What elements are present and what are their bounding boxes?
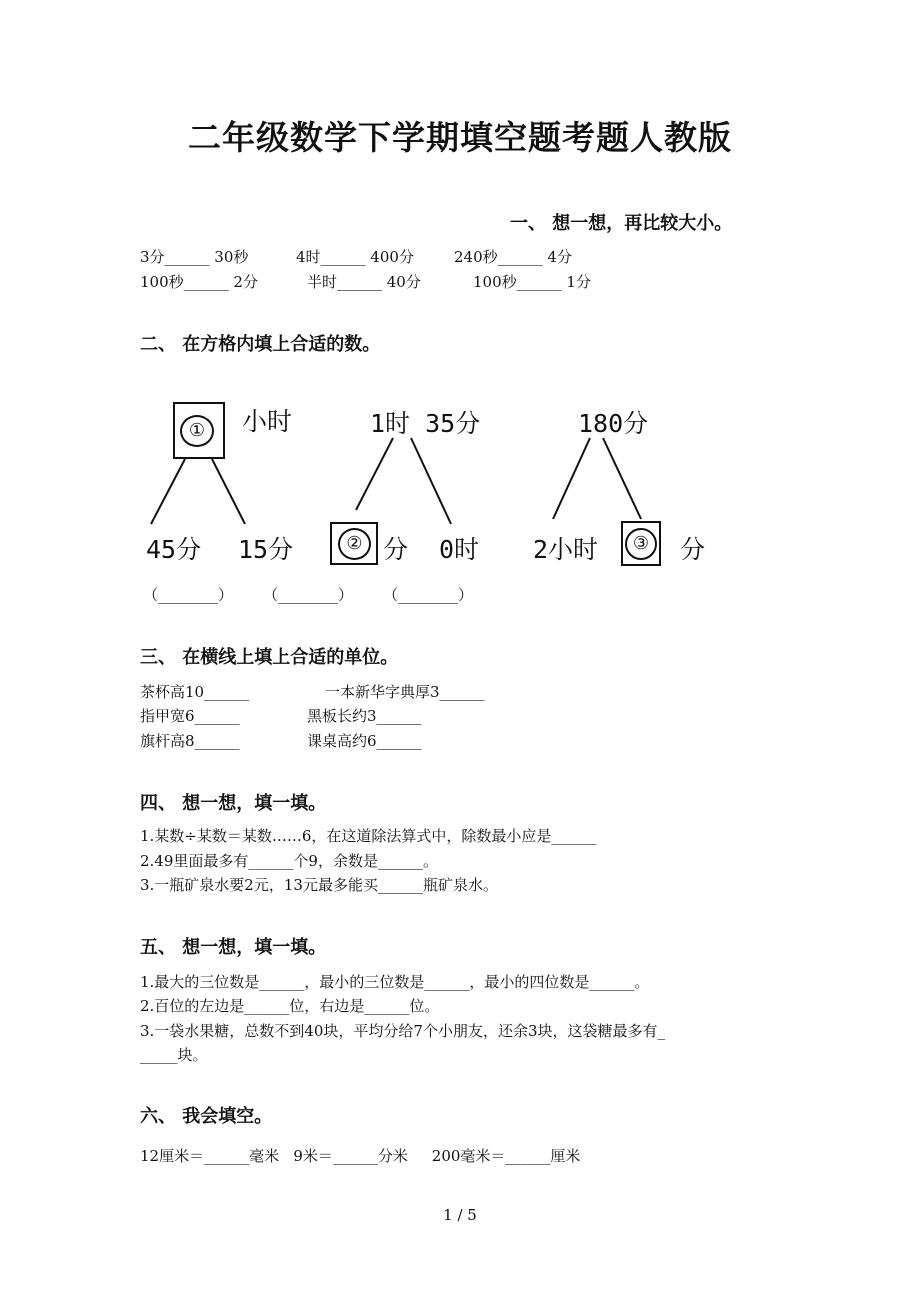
s5-question-1: 1.最大的三位数是______，最小的三位数是______，最小的四位数是______。 [140,973,650,991]
circled-number-2: ② [338,528,371,560]
s6-line: 12厘米＝______毫米 9米＝______分米 200毫米＝______厘米 [140,1147,581,1165]
s1-row1-item1: 3分______ 30秒 [140,248,249,266]
branch-line [411,438,451,524]
s5-question-3: 3.一袋水果糖，总数不到40块，平均分给7个小朋友，还余3块，这袋糖最多有_ [140,1022,665,1040]
tree2-top-label: 1时 35分 [370,409,481,438]
s1-row2-item3: 100秒______ 1分 [473,273,591,291]
s5-question-3-cont: _____块。 [140,1046,208,1064]
tree3-left-label: 2小时 [533,535,599,564]
tree2-box-unit: 分 [383,535,409,564]
circled-number-3: ③ [625,528,657,560]
s4-question-1: 1.某数÷某数＝某数……6，在这道除法算式中，除数最小应是______ [140,827,597,845]
answer-blank-3[interactable]: （________） [383,586,474,604]
s3-item: 茶杯高10______ [140,683,250,701]
branch-line [553,438,590,519]
page-title: 二年级数学下学期填空题考题人教版 [188,118,732,157]
section-5-heading: 五、 想一想，填一填。 [140,937,327,958]
page-number: 1 / 5 [443,1206,477,1224]
branch-line [603,438,641,519]
tree2-right-label: 0时 [439,535,480,564]
s1-row2-item2: 半时______ 40分 [307,273,421,291]
circled-number-1: ① [180,415,214,447]
branch-line [212,459,245,524]
section-4-heading: 四、 想一想，填一填。 [140,793,327,814]
branch-line [151,459,185,524]
branch-line [356,438,393,510]
answer-blank-2[interactable]: （________） [263,586,354,604]
s3-item: 一本新华字典厚3______ [325,683,485,701]
section-3-heading: 三、 在横线上填上合适的单位。 [140,647,399,668]
s1-row1-item2: 4时______ 400分 [296,248,414,266]
tree1-top-unit: 小时 [242,407,293,436]
s1-row2-item1: 100秒______ 2分 [140,273,258,291]
s4-question-3: 3.一瓶矿泉水要2元，13元最多能买______瓶矿泉水。 [140,876,498,894]
s3-item: 黑板长约3______ [307,707,422,725]
s3-item: 指甲宽6______ [140,707,240,725]
section-2-heading: 二、 在方格内填上合适的数。 [140,334,381,355]
section-6-heading: 六、 我会填空。 [140,1106,273,1127]
section-1-heading: 一、 想一想，再比较大小。 [510,213,733,234]
s3-item: 课桌高约6______ [307,732,422,750]
tree1-right-label: 15分 [238,535,294,564]
s1-row1-item3: 240秒______ 4分 [454,248,572,266]
s4-question-2: 2.49里面最多有______个9，余数是______。 [140,852,438,870]
s5-question-2: 2.百位的左边是______位，右边是______位。 [140,997,440,1015]
tree1-left-label: 45分 [146,535,202,564]
tree3-box-unit: 分 [680,535,706,564]
tree3-top-label: 180分 [578,409,649,438]
s3-item: 旗杆高8______ [140,732,240,750]
answer-blank-1[interactable]: （________） [143,586,234,604]
